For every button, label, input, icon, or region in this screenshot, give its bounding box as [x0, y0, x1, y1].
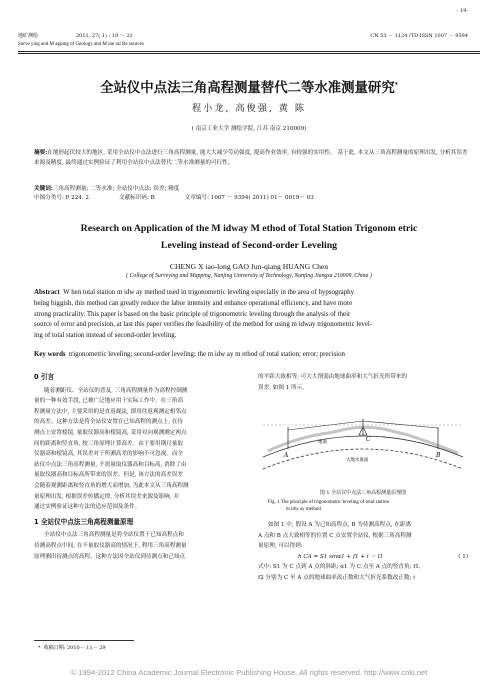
label-c: C — [366, 436, 371, 443]
page-number: · 19· — [456, 8, 468, 14]
text-line: 如图 1 中, 假设 A 为已知高程点, B 为待测高程点, 在距离 — [268, 522, 412, 528]
label-datum: 大地水准面 — [346, 458, 369, 463]
right-para-after — [258, 520, 468, 552]
text-line: A 点和 B 点大致相等的位置 C 点安置全站仪, 根据三角高程测 — [258, 532, 412, 539]
section-0-body — [34, 386, 244, 513]
figure-1-diagram — [258, 397, 468, 485]
section-1-heading: 1 全站仪中点法三角高程测量原理 — [34, 517, 134, 526]
paper-title-cn: 全站仪中点法三角高程测量替代二等水准测量研究* — [100, 81, 398, 96]
figure-caption-cn: 图 1 全站仪中点法三角高程测量原理图 — [319, 490, 407, 496]
affiliation-cn: ( 南京工业大学 测绘学院, 江苏 南京 210009) — [191, 126, 307, 132]
keywords-en: Key words trigonometric leveling; second-order leveling; the m idw ay m ethod of total station; error; precision — [34, 351, 345, 358]
figure-caption-en: Fig. 1 The principle of trigonometric leveling of total station m idw ay method — [268, 500, 389, 512]
text-line: 待测高程点中间, 在不量取仪器高的情况下, 利用三角高程测量 — [34, 542, 187, 549]
copyright-watermark: © 1994-2012 China Academic Journal Electronic Publishing House. All rights reserved. http://www.cnki.net — [70, 668, 428, 677]
abstract-cn-label: 摘要: — [34, 150, 48, 156]
header-rule-2 — [18, 53, 480, 54]
right-para-eq — [258, 562, 468, 583]
text-line: 随着测距仪、全站仪的普及, 三角高程测量作为高程控制测 — [44, 387, 188, 394]
text-line: 测点上安置棱镜, 量取仪器高和棱镜高, 采用对向观测测定两点 — [34, 429, 187, 436]
section-1-body — [34, 530, 244, 562]
affiliation-en: ( College of Surveying and Mapping, Nanjing University of Technology, Nanjing Jiangsu 210009, China ) — [126, 273, 372, 279]
text-line: 通过实例验证这种方法的适应范围及条件。 — [34, 504, 141, 511]
issn-info: CN 53 － 1124 /TD ISSN 1007 － 9394 — [370, 33, 468, 39]
equation-1: h CA = S1 sinα1 + f1 + i － l1 ( 1) — [298, 553, 468, 560]
text-line: 量取仪器高和目标高所带来的误差。但是, 该方法的高差误差 — [34, 472, 183, 479]
label-ground: 地面 — [318, 440, 327, 445]
footnote-rule — [34, 640, 134, 641]
header-rule — [18, 51, 480, 52]
right-column-lower — [258, 520, 468, 584]
footnote: * 收稿日期: 2010－ 11－ 29 — [38, 645, 106, 651]
right-column — [258, 372, 468, 393]
text-line: 误差, 如图 1 所示。 — [258, 384, 308, 391]
text-line: 的平距大致相等, 可大大削弱由地球曲率和大气折光所带来的 — [258, 374, 407, 380]
section-0-heading: 0 引言 — [34, 373, 55, 381]
text-line: 量原理出发, 根据误差传播定律, 分析其误差来源及影响, 并 — [34, 493, 179, 500]
left-column — [34, 372, 244, 562]
issue-info: 2011, 27( 1) : 19 ～ 21 — [76, 33, 133, 39]
paper-title-en: Research on Application of the M idway M ethod of Total Station Trigonom etric Leveling instead of Second-order Leveling — [80, 223, 418, 251]
text-line: 的高差。这种方法是将全站仪安置在已知高程的测点上, 在待 — [34, 419, 183, 426]
text-line: 仪器高和棱镜高, 其误差对于所测高差的影响不可忽视。而全 — [34, 451, 183, 458]
abstract-cn-text: 在地形起伏较大的地区, 采用全站仪中点法进行三角高程测量, 能大大减少劳动强度, 提高作业效率, 有较强的实用性。 基于此, 本文从三角高程测量的原理出发, 分析其误差来源及精度, 最终通过实例验证了利用全站仪中点法替代二等水准测量的可行性。 — [34, 150, 468, 166]
label-a: A — [284, 452, 289, 459]
text-line: 量的一种有效手段, 已被广泛地应用于实际工作中。在三角高 — [34, 398, 183, 405]
classification-line: 中图分类号: P 224. 2 文献标识码: B 文章编号: 1007 － 9394( 2011) 01－ 0019－ 03 — [34, 195, 314, 201]
text-line: f2 分别为 C 至 A 点的地球曲率改正数和大气折光系数改正数; i — [258, 574, 415, 581]
text-line: 全站仪中点法三角高程测量是将全站仪置于已知高程点和 — [44, 532, 184, 539]
text-line: 程测量方法中, 主要采用的是直返觇法, 即用往返观测定相邻点 — [34, 408, 187, 415]
ground-curve — [263, 436, 463, 457]
text-line: 原理测出待测点的高程。这种方法因全站仪到待测点和已知点 — [34, 553, 186, 560]
journal-name-cn: 地矿测绘 — [18, 33, 39, 39]
text-line: 间的距离和竖直角, 按三角原理计算高差。由于要用钢尺量取 — [34, 440, 183, 447]
text-line: 量原理, 可以得到: — [258, 543, 303, 550]
text-line: 站仪中点法三角高程测量, 不需量取仪器高和目标高, 消除了由 — [34, 461, 187, 468]
right-para-top — [258, 372, 468, 393]
journal-name-en: Surve ying and M apping of Geology and M ine ral Re sources — [18, 42, 144, 47]
text-line: 会随着观测距离和竖直角的增大而增加, 为此本文从三角高程测 — [34, 482, 189, 489]
label-b: B — [436, 452, 441, 459]
abstract-en: Abstract W hen total station m idw ay method used in trigonometric leveling especially in the area of hypsography being biggish, this method can greatly reduce the labor intensity and enhance operational efficiency, and have more strong practicality. This paper is based on the basic principle of trigonometric leveling through the analysis of their source of error and precision, at last this paper verifies the feasibility of the method for using m idway trigonometric level- ing of total station instead of second-order leveling. — [34, 289, 373, 340]
keywords-cn: 关键词:三角高程测量; 二等水准; 全站仪中点法; 误差; 精度 — [34, 186, 180, 192]
abstract-cn — [34, 149, 470, 168]
authors-cn: 程小龙, 高俊强, 黄 陈 — [191, 103, 307, 114]
authors-en: CHENG X iao-long GAO Jun-qiang HUANG Chen — [169, 262, 329, 271]
text-line: 式中: S1 为 C 点到 A 点的斜距; α1 为 C 点至 A 点的竖直角; f1、 — [258, 564, 425, 571]
